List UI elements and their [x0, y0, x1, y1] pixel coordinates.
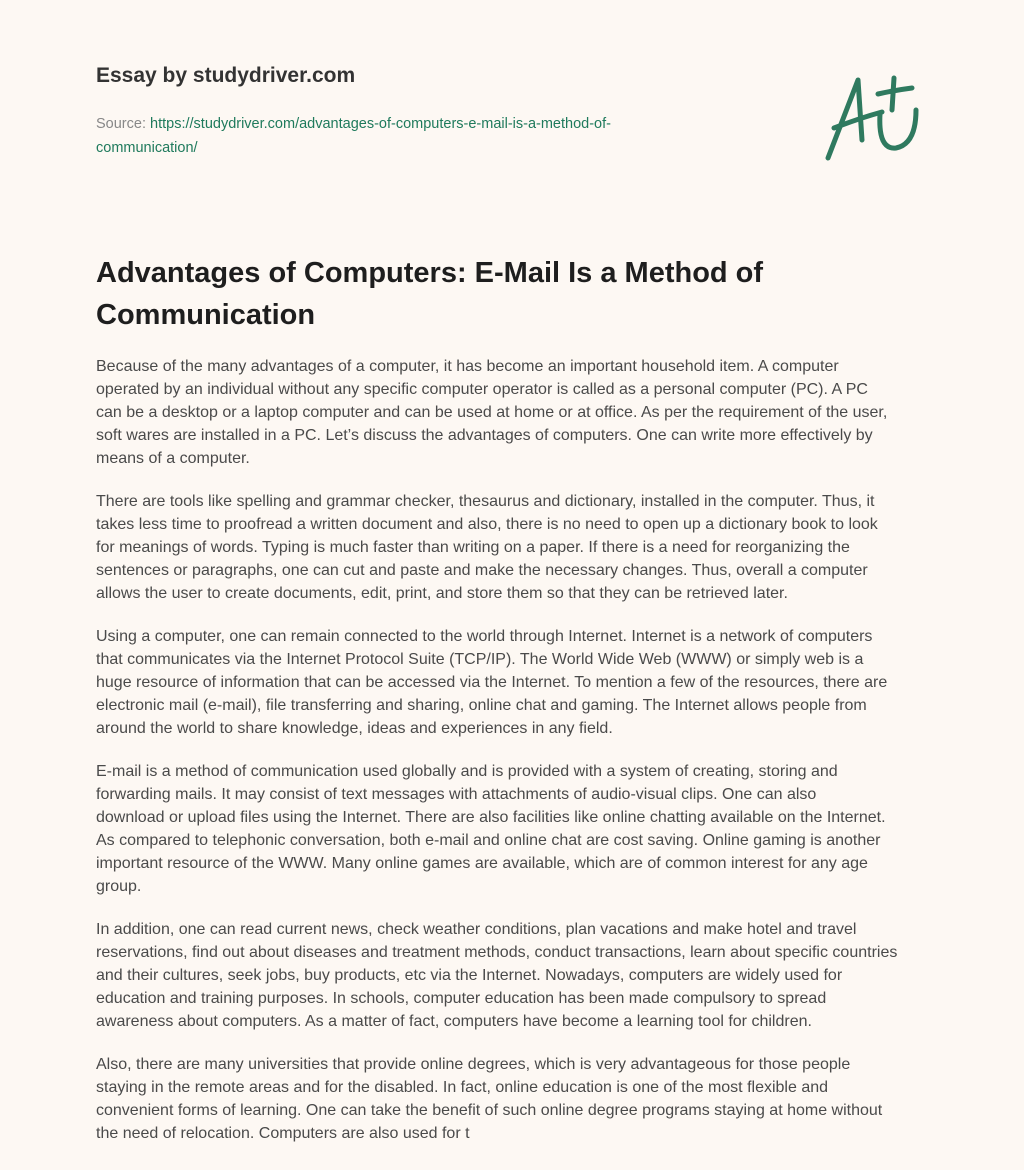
paragraph-line: convenient forms of learning. One can take the benefit of such online degree programs staying at home without [96, 1102, 883, 1119]
paragraph-line: awareness about computers. As a matter of fact, computers have become a learning tool for children. [96, 1013, 812, 1030]
paragraph-line: download or upload files using the Internet. There are also facilities like online chatting available on the Internet. [96, 809, 886, 826]
paragraph-line: huge resource of information that can be accessed via the Internet. To mention a few of the resources, there are [96, 674, 888, 691]
paragraph-line: As compared to telephonic conversation, both e-mail and online chat are cost saving. Online gaming is another [96, 832, 881, 849]
article-title [96, 252, 763, 336]
paragraph-line: reservations, find out about diseases and treatment methods, conduct transactions, learn about specific countries [96, 944, 898, 961]
article-paragraph [96, 490, 897, 605]
a-plus-logo-icon [820, 70, 930, 165]
paragraph-line: for meanings of words. Typing is much faster than writing on a paper. If there is a need for reorganizing the [96, 539, 850, 556]
paragraph-line: Also, there are many universities that provide online degrees, which is very advantageous for those people [96, 1056, 851, 1073]
paragraph-line: important resource of the WWW. Many online games are available, which are of common interest for any age [96, 855, 868, 872]
article-title-line: Advantages of Computers: E-Mail Is a Method of [96, 257, 764, 289]
article-body [96, 355, 897, 1165]
paragraph-line: allows the user to create documents, edit, print, and store them so that they can be retrieved later. [96, 585, 788, 602]
paragraph-line: Because of the many advantages of a computer, it has become an important household item. A computer [96, 358, 839, 375]
paragraph-line: E-mail is a method of communication used globally and is provided with a system of creating, storing and [96, 763, 838, 780]
paragraph-line: There are tools like spelling and grammar checker, thesaurus and dictionary, installed in the computer. Thus, it [96, 493, 875, 510]
paragraph-line: that communicates via the Internet Protocol Suite (TCP/IP). The World Wide Web (WWW) or simply web is a [96, 651, 864, 668]
paragraph-line: takes less time to proofread a written document and also, there is no need to open up a dictionary book to look [96, 516, 878, 533]
paragraph-line: soft wares are installed in a PC. Let’s discuss the advantages of computers. One can write more effectively by [96, 427, 873, 444]
article-paragraph [96, 355, 897, 470]
paragraph-line: Using a computer, one can remain connected to the world through Internet. Internet is a network of computers [96, 628, 873, 645]
paragraph-line: can be a desktop or a laptop computer and can be used at home or at office. As per the requirement of the user, [96, 404, 888, 421]
source-line [96, 112, 611, 160]
paragraph-line: sentences or paragraphs, one can cut and paste and make the necessary changes. Thus, overall a computer [96, 562, 868, 579]
paragraph-line: the need of relocation. Computers are also used for t [96, 1125, 470, 1142]
paragraph-line: operated by an individual without any specific computer operator is called as a personal computer (PC). A PC [96, 381, 868, 398]
article-paragraph [96, 760, 897, 898]
source-label: Source: [96, 116, 146, 132]
article-paragraph [96, 918, 897, 1033]
paragraph-line: staying in the remote areas and for the disabled. In fact, online education is one of the most flexible and [96, 1079, 829, 1096]
paragraph-line: electronic mail (e-mail), file transferring and sharing, online chat and gaming. The Internet allows people from [96, 697, 867, 714]
paragraph-line: In addition, one can read current news, check weather conditions, plan vacations and make hotel and travel [96, 921, 857, 938]
site-title: Essay by studydriver.com [96, 64, 356, 87]
paragraph-line: around the world to share knowledge, ideas and experiences in any field. [96, 720, 613, 737]
paragraph-line: group. [96, 878, 142, 895]
source-link[interactable]: https://studydriver.com/advantages-of-computers-e-mail-is-a-method-of- [150, 116, 611, 132]
source-link-continued[interactable]: communication/ [96, 140, 198, 156]
article-title-line: Communication [96, 299, 316, 331]
article-paragraph [96, 1053, 897, 1145]
paragraph-line: education and training purposes. In schools, computer education has been made compulsory to spread [96, 990, 827, 1007]
paragraph-line: means of a computer. [96, 450, 250, 467]
paragraph-line: forwarding mails. It may consist of text messages with attachments of audio-visual clips. One can also [96, 786, 817, 803]
article-paragraph [96, 625, 897, 740]
paragraph-line: and their cultures, seek jobs, buy products, etc via the Internet. Nowadays, computers are widely used for [96, 967, 843, 984]
